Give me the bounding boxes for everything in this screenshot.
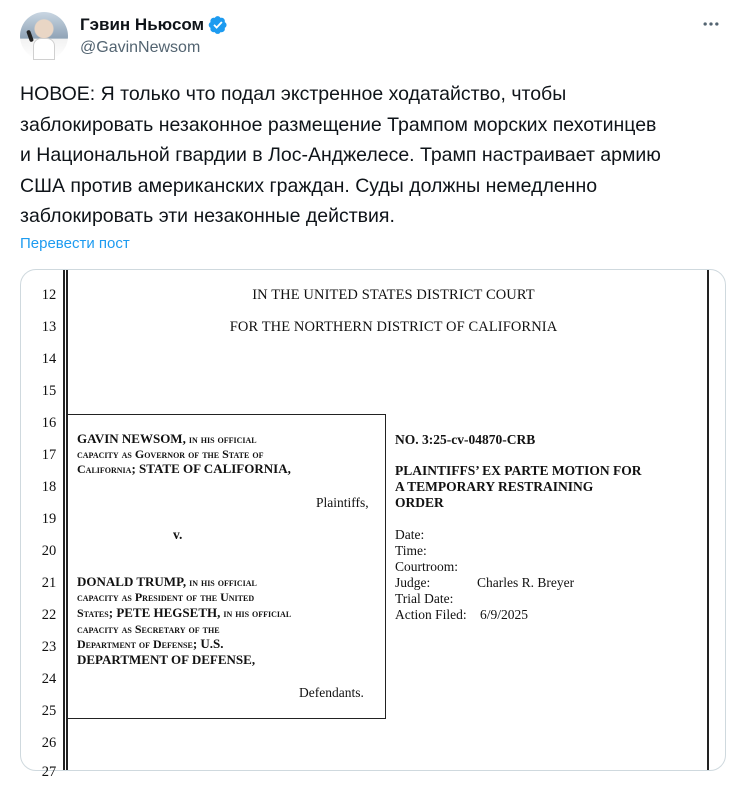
avatar-figure (33, 38, 55, 60)
avatar[interactable] (20, 12, 68, 60)
line-number: 12 (41, 287, 57, 303)
line-number: 20 (41, 543, 57, 559)
plaintiff-state: ; STATE OF CALIFORNIA, (131, 461, 291, 476)
motion-title-line3: ORDER (395, 495, 444, 510)
defendant-line1 (77, 575, 257, 590)
plaintiff-line1 (77, 432, 257, 447)
line-number: 27 (41, 764, 57, 780)
motion-title-line1: PLAINTIFFS’ EX PARTE MOTION FOR (395, 463, 642, 478)
defendant-desc-2a: in his official (220, 606, 292, 620)
tweet-media-image[interactable] (20, 269, 726, 780)
defendant-name-1: DONALD TRUMP, (77, 574, 187, 589)
line-number: 14 (41, 351, 57, 367)
defendant-line5 (77, 637, 224, 652)
judge-label: Judge: (395, 575, 431, 590)
line-number: 15 (41, 383, 57, 399)
trial-date-label: Trial Date: (395, 591, 454, 606)
line-number: 23 (41, 639, 57, 655)
defendant-line4 (77, 622, 220, 637)
judge-value: Charles R. Breyer (477, 575, 575, 590)
defendant-line2 (77, 590, 254, 605)
margin-line-left-1 (63, 270, 65, 770)
action-filed-label: Action Filed: (395, 607, 467, 622)
line-number: 17 (41, 447, 57, 463)
time-label: Time: (395, 543, 427, 558)
plaintiff-desc-a: in his official (185, 432, 257, 446)
date-label: Date: (395, 527, 425, 542)
plaintiff-name: GAVIN NEWSOM, (77, 431, 186, 446)
line-number: 16 (41, 415, 57, 431)
plaintiff-desc-c: California (77, 462, 132, 476)
defendant-name-3a: ; U.S. (192, 636, 224, 651)
court-name-line2: FOR THE NORTHERN DISTRICT OF CALIFORNIA (229, 319, 558, 335)
defendant-desc-2c: Department of Defense (77, 637, 193, 651)
defendant-name-3b: DEPARTMENT OF DEFENSE, (77, 652, 256, 667)
defendant-desc-1b: capacity as President of the United (77, 590, 255, 604)
author-name-row (80, 14, 228, 36)
verified-badge-icon (208, 15, 228, 35)
defendant-desc-1a: in his official (186, 575, 257, 589)
defendant-line6 (77, 653, 255, 668)
line-number: 21 (41, 575, 57, 591)
tweet-header (20, 10, 725, 66)
action-filed-value: 6/9/2025 (480, 607, 529, 622)
defendants-label: Defendants. (299, 685, 364, 700)
courtroom-label: Courtroom: (395, 559, 458, 574)
avatar-microphone (26, 30, 34, 43)
author-display-name[interactable]: Гэвин Ньюсом (80, 15, 205, 34)
author-handle[interactable]: @GavinNewsom (80, 39, 201, 56)
motion-title-line2: A TEMPORARY RESTRAINING (395, 479, 594, 494)
line-number: 13 (41, 319, 57, 335)
case-number: NO. 3:25-cv-04870-CRB (395, 432, 536, 447)
line-number: 19 (41, 511, 57, 527)
more-options-button[interactable] (699, 14, 723, 34)
court-name-line1: IN THE UNITED STATES DISTRICT COURT (252, 287, 535, 303)
line-number: 18 (41, 479, 57, 495)
court-document (21, 270, 725, 780)
plaintiff-line3 (77, 462, 291, 477)
line-number: 22 (41, 607, 57, 623)
defendant-line3 (77, 606, 291, 621)
margin-line-right (707, 270, 709, 770)
plaintiff-line2 (77, 447, 263, 462)
defendant-name-2: ; PETE HEGSETH, (108, 605, 221, 620)
more-options-icon (701, 14, 721, 34)
plaintiff-desc-b: capacity as Governor of the State of (77, 447, 264, 461)
tweet-text: НОВОЕ: Я только что подал экстренное ходатайство, чтобы заблокировать незаконное размещение Трампом морских пехотинцев и Национальной гвардии в Лос-Анджелесе. Трамп настраивает армию США против американских граждан. Суды должны немедленно заблокировать эти незаконные действия. (20, 83, 661, 227)
defendant-desc-2b: capacity as Secretary of the (77, 622, 220, 636)
translate-post-link[interactable]: Перевести пост (20, 235, 130, 252)
versus-label: v. (173, 527, 183, 542)
line-number: 26 (41, 735, 57, 751)
defendant-desc-1c: States (77, 606, 109, 620)
line-number: 25 (41, 703, 57, 719)
plaintiffs-label: Plaintiffs, (316, 495, 369, 510)
line-number: 24 (41, 671, 57, 687)
